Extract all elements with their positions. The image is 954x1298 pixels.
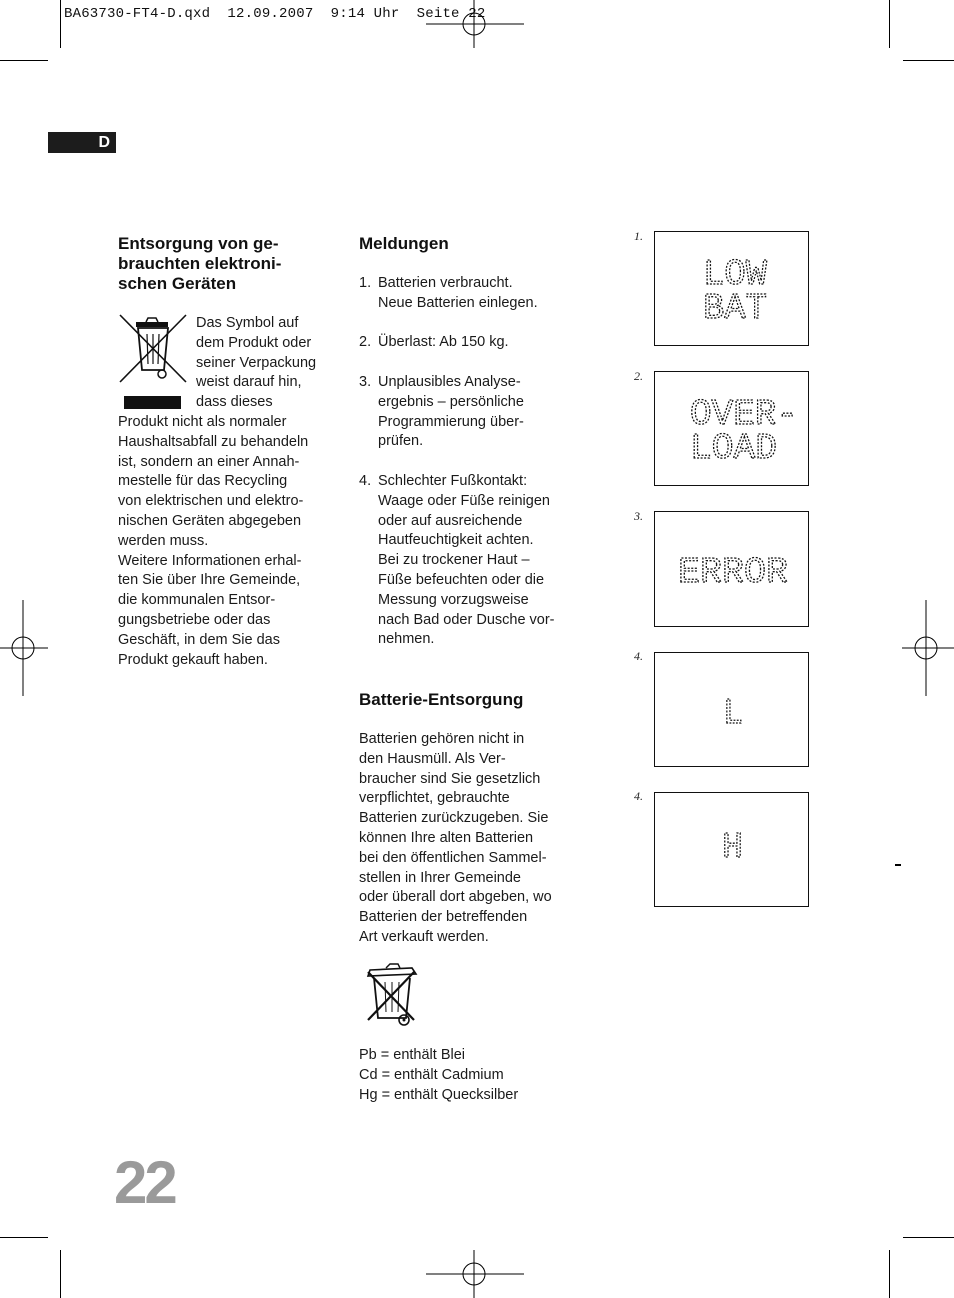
- text-line: braucher sind Sie gesetzlich: [359, 770, 541, 787]
- heading-line: brauchten elektroni-: [118, 254, 282, 273]
- lcd-readout: [655, 653, 808, 766]
- disposal-electronic-heading: [118, 234, 328, 294]
- registration-mark-bottom: [426, 1250, 524, 1298]
- text-line: Unplausibles Analyse-: [378, 373, 521, 390]
- text-line: weist darauf hin,: [196, 374, 302, 391]
- text-line: Messung vorzugsweise: [378, 591, 529, 608]
- text-line: Neue Batterien einlegen.: [378, 294, 538, 311]
- text-line: werden muss.: [118, 532, 209, 549]
- text-line: Überlast: Ab 150 kg.: [378, 334, 509, 351]
- chemical-legend: [359, 1046, 574, 1105]
- text-line: ist, sondern an einer Annah-: [118, 453, 300, 470]
- disposal-electronic-text: [118, 314, 328, 670]
- text-line: nehmen.: [378, 631, 435, 648]
- text-line: dass dieses: [196, 394, 273, 411]
- text-line: oder auf ausreichende: [378, 512, 523, 529]
- lcd-text: LOAD: [690, 428, 777, 469]
- display-low-l: [654, 652, 809, 767]
- battery-disposal-section: [359, 690, 574, 948]
- message-item: [359, 274, 574, 314]
- messages-section: [359, 234, 574, 650]
- text-line: Pb = enthält Blei: [359, 1047, 466, 1063]
- language-tab: D: [48, 132, 116, 153]
- lcd-readout: [655, 512, 808, 626]
- message-item: [359, 333, 574, 353]
- crop-mark: [0, 60, 48, 61]
- crop-mark: [903, 60, 954, 61]
- text-line: dem Produkt oder: [196, 334, 312, 351]
- text-line: den Hausmüll. Als Ver-: [359, 750, 506, 767]
- text-line: ergebnis – persönliche: [378, 393, 524, 410]
- text-line: stellen in Ihrer Gemeinde: [359, 869, 521, 886]
- lcd-readout: [655, 232, 808, 345]
- registration-mark-left: [0, 600, 48, 696]
- crop-mark: [889, 0, 890, 48]
- crop-mark: [0, 1237, 48, 1238]
- crop-mark: [903, 1237, 954, 1238]
- display-error: [654, 511, 809, 627]
- battery-disposal-heading: Batterie-Entsorgung: [359, 690, 524, 709]
- text-line: von elektrischen und elektro-: [118, 493, 304, 510]
- text-line: Hautfeuchtigkeit achten.: [378, 532, 534, 549]
- message-item: [359, 472, 574, 650]
- text-line: Batterien der betreffenden: [359, 909, 528, 926]
- page-number: 22: [114, 1149, 175, 1216]
- text-line: Waage oder Füße reinigen: [378, 492, 550, 509]
- message-number: 2.: [359, 334, 372, 351]
- display-number: 3.: [634, 509, 643, 523]
- text-line: Batterien gehören nicht in: [359, 731, 525, 747]
- crop-mark: [889, 1250, 890, 1298]
- lcd-text: LOW: [703, 254, 768, 295]
- lcd-text: OVER-: [690, 394, 798, 435]
- text-line: ten Sie über Ihre Gemeinde,: [118, 572, 301, 589]
- display-number: 4.: [634, 649, 643, 663]
- battery-disposal-text: [359, 730, 574, 948]
- text-line: Hg = enthält Quecksilber: [359, 1086, 519, 1103]
- text-line: oder überall dort abgeben, wo: [359, 889, 552, 906]
- crop-mark: [60, 0, 61, 48]
- message-number: 3.: [359, 373, 372, 390]
- display-number: 2.: [634, 369, 643, 383]
- lcd-text: H: [722, 827, 743, 868]
- text-line: Geschäft, in dem Sie das: [118, 631, 280, 648]
- text-line: mestelle für das Recycling: [118, 473, 288, 490]
- message-item: [359, 373, 574, 452]
- text-line: Das Symbol auf: [196, 315, 299, 331]
- lcd-readout: [655, 793, 808, 906]
- text-line: verpflichtet, gebrauchte: [359, 790, 510, 807]
- lcd-text: BAT: [703, 288, 767, 329]
- text-line: Haushaltsabfall zu behandeln: [118, 433, 309, 450]
- text-line: Produkt nicht als normaler: [118, 413, 287, 430]
- text-line: Schlechter Fußkontakt:: [378, 472, 528, 489]
- weee-symbol: [118, 314, 196, 412]
- text-line: Cd = enthält Cadmium: [359, 1066, 504, 1083]
- text-line: Weitere Informationen erhal-: [118, 552, 302, 569]
- message-number: 1.: [359, 275, 372, 291]
- text-line: Batterien zurückzugeben. Sie: [359, 810, 549, 827]
- heading-line: schen Geräten: [118, 274, 237, 293]
- heading-line: Entsorgung von ge-: [118, 234, 279, 253]
- lcd-text: L: [723, 693, 743, 734]
- text-line: gungsbetriebe oder das: [118, 611, 271, 628]
- text-line: bei den öffentlichen Sammel-: [359, 849, 547, 866]
- display-number: 4.: [634, 789, 643, 803]
- message-number: 4.: [359, 472, 372, 489]
- text-line: Füße befeuchten oder die: [378, 571, 545, 588]
- text-line: können Ihre alten Batterien: [359, 829, 534, 846]
- text-line: Art verkauft werden.: [359, 928, 489, 945]
- messages-heading: Meldungen: [359, 234, 449, 253]
- crop-mark: [60, 1250, 61, 1298]
- text-line: die kommunalen Entsor-: [118, 592, 276, 609]
- text-line: Programmierung über-: [378, 413, 524, 430]
- text-line: Bei zu trockener Haut –: [378, 552, 530, 569]
- text-line: nischen Geräten abgegeben: [118, 512, 302, 529]
- text-line: prüfen.: [378, 433, 424, 450]
- display-low-bat: [654, 231, 809, 346]
- messages-list: [359, 274, 574, 650]
- lcd-text: ERROR: [678, 552, 788, 593]
- crossed-out-wheelie-bin-icon: [118, 314, 188, 412]
- registration-mark-top: [426, 0, 524, 50]
- registration-mark-right: [902, 600, 954, 696]
- display-high-h: [654, 792, 809, 907]
- lcd-readout: [655, 372, 808, 485]
- text-line: Batterien verbraucht.: [378, 275, 513, 291]
- print-slug: BA63730-FT4-D.qxd 12.09.2007 9:14 Uhr Seite 22: [64, 6, 486, 22]
- disposal-electronic-section: [118, 234, 328, 670]
- text-line: seiner Verpackung: [196, 354, 317, 371]
- text-line: nach Bad oder Dusche vor-: [378, 611, 555, 628]
- crossed-out-bin-icon: [364, 962, 420, 1028]
- crop-mark: [895, 864, 901, 866]
- display-overload: [654, 371, 809, 486]
- text-line: Produkt gekauft haben.: [118, 651, 268, 668]
- display-number: 1.: [634, 229, 643, 243]
